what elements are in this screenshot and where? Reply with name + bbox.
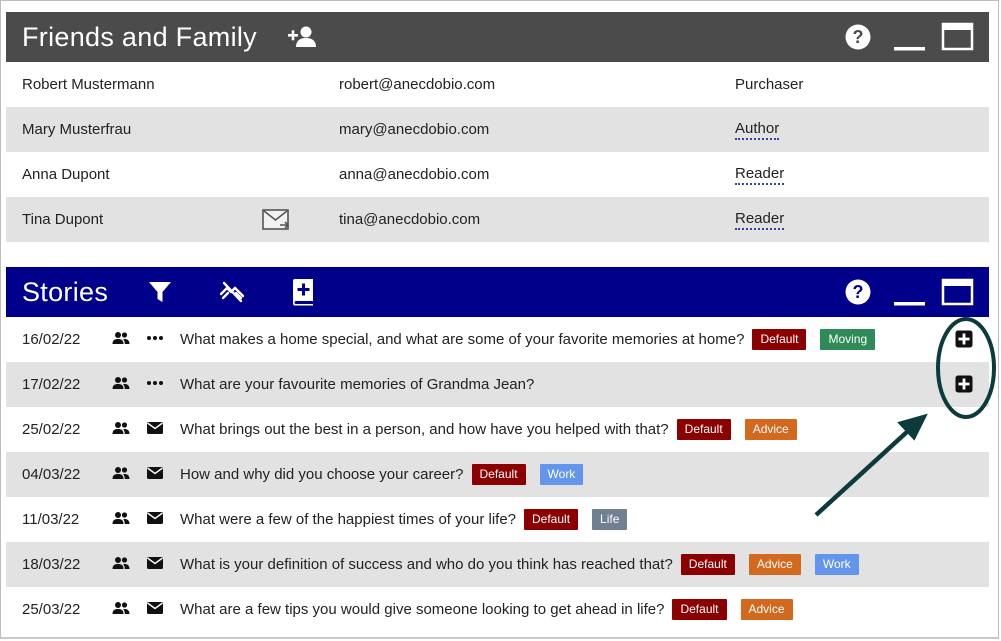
story-date: 17/02/22 <box>22 376 81 393</box>
story-row[interactable] <box>6 317 989 362</box>
envelope-icon[interactable] <box>146 466 164 484</box>
story-date: 25/02/22 <box>22 421 81 438</box>
contact-name: Tina Dupont <box>22 211 104 228</box>
tag-badge[interactable]: Default <box>472 464 526 485</box>
table-row[interactable] <box>6 197 989 242</box>
contact-email: mary@anecdobio.com <box>339 121 490 138</box>
story-row[interactable] <box>6 407 989 452</box>
maximize-icon[interactable] <box>938 12 978 62</box>
story-question-group <box>180 329 875 350</box>
story-question[interactable]: What were a few of the happiest times of your life? <box>180 511 516 528</box>
story-row[interactable] <box>6 542 989 587</box>
story-date: 25/03/22 <box>22 601 81 618</box>
maximize-icon[interactable] <box>938 267 978 317</box>
unlink-icon[interactable] <box>214 267 250 317</box>
contact-email: tina@anecdobio.com <box>339 211 481 228</box>
story-question-group <box>180 376 534 393</box>
story-question-group <box>180 464 583 485</box>
people-icon[interactable] <box>112 376 130 394</box>
story-question[interactable]: What brings out the best in a person, and how have you helped with that? <box>180 421 669 438</box>
ellipsis-icon[interactable] <box>146 376 164 394</box>
panel-title: Stories <box>22 276 109 307</box>
minimize-icon[interactable] <box>890 267 930 317</box>
story-question-group <box>180 509 627 530</box>
filter-icon[interactable] <box>144 267 176 317</box>
story-date: 04/03/22 <box>22 466 81 483</box>
tag-badge[interactable]: Advice <box>749 554 801 575</box>
add-book-icon[interactable] <box>286 267 320 317</box>
story-row[interactable] <box>6 587 989 632</box>
story-date: 18/03/22 <box>22 556 81 573</box>
svg-text:?: ? <box>852 282 864 302</box>
people-icon[interactable] <box>112 511 130 529</box>
people-icon[interactable] <box>112 601 130 619</box>
table-row[interactable] <box>6 152 989 197</box>
add-story-icon[interactable] <box>955 330 973 348</box>
contact-email: robert@anecdobio.com <box>339 76 496 93</box>
story-row[interactable] <box>6 452 989 497</box>
ellipsis-icon[interactable] <box>146 331 164 349</box>
friends-family-header <box>6 12 989 62</box>
minimize-icon[interactable] <box>890 12 930 62</box>
contact-name: Mary Musterfrau <box>22 121 132 138</box>
story-question[interactable]: What are your favourite memories of Grandma Jean? <box>180 376 535 393</box>
tag-badge[interactable]: Life <box>592 509 627 530</box>
help-icon[interactable] <box>840 267 876 317</box>
add-person-icon[interactable] <box>282 12 322 62</box>
stories-header <box>6 267 989 317</box>
story-question[interactable]: What is your definition of success and who do you think has reached that? <box>180 556 673 573</box>
panel-title: Friends and Family <box>22 21 257 52</box>
contact-email: anna@anecdobio.com <box>339 166 490 183</box>
tag-badge[interactable]: Default <box>681 554 735 575</box>
tag-badge[interactable]: Default <box>677 419 731 440</box>
send-invite-icon[interactable] <box>262 208 290 232</box>
svg-text:?: ? <box>852 27 864 47</box>
tag-badge[interactable]: Work <box>815 554 859 575</box>
tag-badge[interactable]: Advice <box>741 599 793 620</box>
people-icon[interactable] <box>112 556 130 574</box>
story-question[interactable]: How and why did you choose your career? <box>180 466 464 483</box>
tag-badge[interactable]: Default <box>752 329 806 350</box>
table-row[interactable] <box>6 107 989 152</box>
tag-badge[interactable]: Moving <box>820 329 875 350</box>
people-icon[interactable] <box>112 466 130 484</box>
story-row[interactable] <box>6 497 989 542</box>
tag-badge[interactable]: Default <box>672 599 726 620</box>
story-date: 16/02/22 <box>22 331 81 348</box>
story-question[interactable]: What makes a home special, and what are some of your favorite memories at home? <box>180 331 745 348</box>
story-question-group <box>180 554 859 575</box>
tag-badge[interactable]: Default <box>524 509 578 530</box>
table-row[interactable] <box>6 62 989 107</box>
stories-list <box>6 317 989 632</box>
envelope-icon[interactable] <box>146 511 164 529</box>
contact-role[interactable]: Reader <box>735 210 784 230</box>
contact-name: Anna Dupont <box>22 166 110 183</box>
friends-family-list <box>6 62 989 242</box>
friends-family-panel <box>6 12 989 242</box>
envelope-icon[interactable] <box>146 556 164 574</box>
story-row[interactable] <box>6 362 989 407</box>
contact-role: Purchaser <box>735 76 804 93</box>
tag-badge[interactable]: Advice <box>745 419 797 440</box>
story-date: 11/03/22 <box>22 511 80 528</box>
story-question[interactable]: What are a few tips you would give someone looking to get ahead in life? <box>180 601 665 618</box>
contact-role[interactable]: Author <box>735 120 779 140</box>
help-icon[interactable] <box>840 12 876 62</box>
tag-badge[interactable]: Work <box>540 464 584 485</box>
envelope-icon[interactable] <box>146 601 164 619</box>
story-question-group <box>180 599 793 620</box>
stories-panel <box>6 267 989 632</box>
add-story-icon[interactable] <box>955 375 973 393</box>
contact-role[interactable]: Reader <box>735 165 784 185</box>
story-question-group <box>180 419 797 440</box>
contact-name: Robert Mustermann <box>22 76 155 93</box>
envelope-icon[interactable] <box>146 421 164 439</box>
people-icon[interactable] <box>112 421 130 439</box>
people-icon[interactable] <box>112 331 130 349</box>
